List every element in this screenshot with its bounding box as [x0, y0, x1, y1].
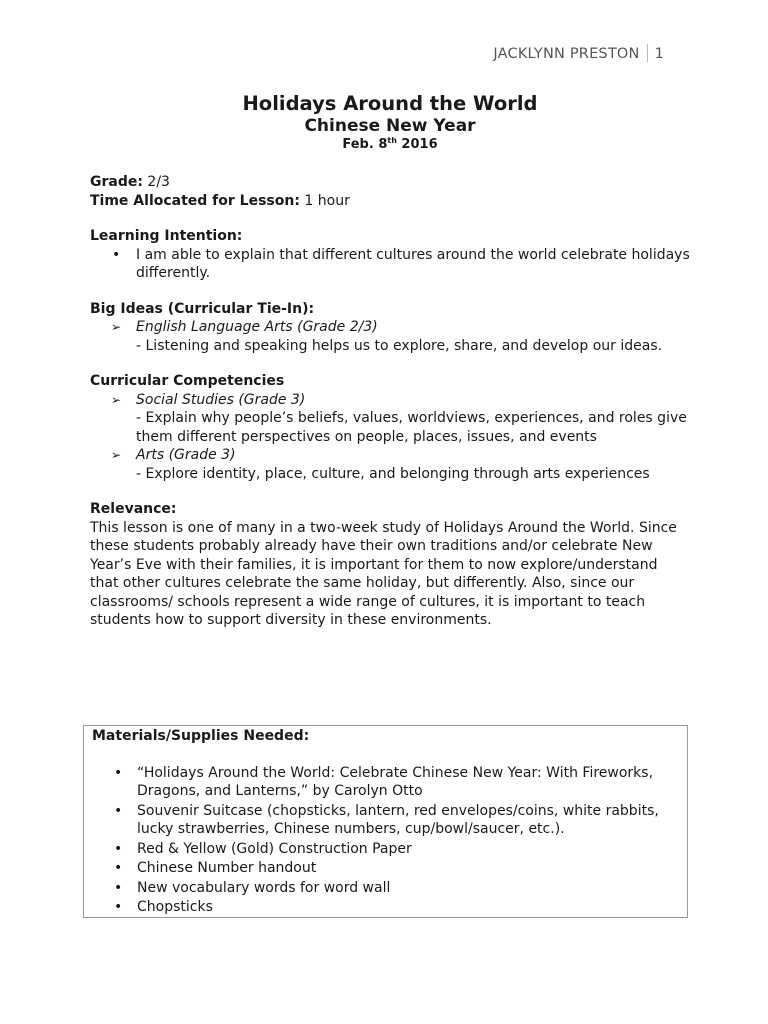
list-item: • Chopsticks: [92, 898, 679, 917]
grade-line: [90, 173, 690, 192]
subject-title: Social Studies (Grade 3): [136, 391, 306, 408]
list-item: [90, 391, 690, 410]
arrow-bullet-icon: ➢: [111, 448, 122, 462]
subject-description: - Explain why people’s beliefs, values, worldviews, experiences, and roles give them different perspectives on people, places, issues, and events: [136, 410, 687, 445]
page-header: [493, 44, 664, 62]
list-item: • Souvenir Suitcase (chopsticks, lantern, red envelopes/coins, white rabbits, lucky strawberries, Chinese numbers, cup/bowl/saucer, etc.).: [92, 802, 679, 839]
time-label: Time Allocated for Lesson:: [90, 192, 300, 209]
learning-intention-heading: Learning Intention:: [90, 228, 243, 244]
time-line: [90, 192, 690, 211]
relevance-heading: Relevance:: [90, 501, 177, 517]
date-prefix: Feb. 8: [342, 137, 388, 152]
grade-value: 2/3: [142, 174, 170, 190]
subject-title: English Language Arts (Grade 2/3): [136, 319, 378, 335]
materials-heading: Materials/Supplies Needed:: [92, 728, 310, 744]
learning-intention-section: [90, 227, 690, 283]
list-item: [90, 446, 690, 465]
time-value: 1 hour: [299, 192, 350, 209]
subject-title: Arts (Grade 3): [136, 447, 236, 463]
date-suffix: th: [387, 136, 397, 145]
big-ideas-section: [90, 300, 690, 356]
list-item: [90, 318, 690, 337]
grade-label: Grade:: [90, 174, 143, 190]
document-subtitle: Chinese New Year: [304, 116, 476, 136]
lesson-plan-body: [90, 92, 690, 630]
subject-description: - Listening and speaking helps us to explore, share, and develop our ideas.: [136, 337, 663, 354]
header-divider: [647, 44, 648, 62]
relevance-section: [90, 500, 690, 630]
subject-description: - Explore identity, place, culture, and belonging through arts experiences: [136, 465, 650, 482]
author-name: JACKLYNN PRESTON: [493, 46, 640, 62]
list-item: • Chinese Number handout: [92, 859, 679, 878]
lesson-date: [90, 136, 690, 153]
page-number: 1: [654, 46, 664, 62]
competencies-heading: Curricular Competencies: [90, 373, 285, 389]
big-ideas-heading: Big Ideas (Curricular Tie-In):: [90, 300, 315, 317]
list-item: • New vocabulary words for word wall: [92, 879, 679, 898]
list-item: • Red & Yellow (Gold) Construction Paper: [92, 840, 679, 859]
list-item: • “Holidays Around the World: Celebrate Chinese New Year: With Fireworks, Dragons, and Lanterns,” by Carolyn Otto: [92, 764, 679, 801]
competencies-section: [90, 372, 690, 483]
list-item: • I am able to explain that different cultures around the world celebrate holidays differently.: [90, 246, 690, 283]
arrow-bullet-icon: ➢: [111, 320, 122, 334]
relevance-text: This lesson is one of many in a two-week study of Holidays Around the World. Since these students probably already have their own traditions and/or celebrate New Year’s Eve with their families, it is important for them to now explore/understand that other cultures celebrate the same holiday, but differently. Also, since our classrooms/ schools represent a wide range of cultures, it is important to teach students how to support diversity in these environments.: [90, 519, 677, 628]
materials-box: [83, 725, 688, 918]
document-title: Holidays Around the World: [242, 92, 538, 115]
arrow-bullet-icon: ➢: [111, 392, 122, 407]
date-year: 2016: [396, 137, 438, 152]
